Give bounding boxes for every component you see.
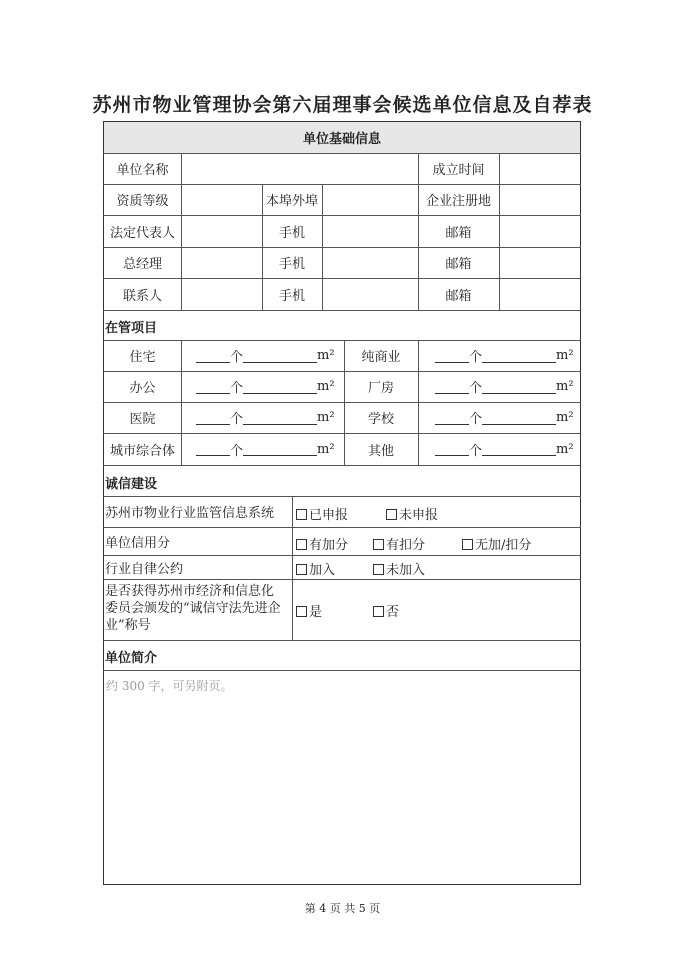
project-area-field[interactable]: 个 m² [196,340,335,371]
intro-textarea-placeholder[interactable]: 约 300 字，可另附页。 [106,679,233,693]
credit-section-header: 诚信建设 [105,477,158,492]
document-title: 苏州市物业管理协会第六届理事会候选单位信息及自荐表 [92,94,593,116]
project-area-field[interactable]: 个 m² [196,402,335,433]
contact-email-label: 邮箱 [445,288,472,304]
checkbox-icon [296,606,307,617]
system-option-not-reported[interactable]: 未申报 [386,504,438,523]
legal-rep-email-label: 邮箱 [445,225,472,241]
score-option-deduction[interactable]: 有扣分 [373,534,425,553]
project-area-field[interactable]: 个 m² [196,433,335,465]
project-type-label: 城市综合体 [109,443,175,459]
project-area-field[interactable]: 个 m² [435,371,574,402]
system-option-reported[interactable]: 已申报 [296,504,348,523]
basic-info-header: 单位基础信息 [302,132,381,147]
project-area-field[interactable]: 个 m² [435,402,574,433]
checkbox-icon [462,539,473,550]
intro-section-header: 单位简介 [105,651,158,666]
credit-score-label: 单位信用分 [105,535,171,551]
honor-option-no[interactable]: 否 [373,601,399,620]
registration-place-label: 企业注册地 [425,194,491,209]
project-type-label: 住宅 [129,350,156,365]
project-area-field[interactable]: 个 m² [196,371,335,402]
honor-question-label: 是否获得苏州市经济和信息化 委员会颁发的“诚信守法先进企 业”称号 [105,584,281,633]
contact-label: 联系人 [122,288,162,304]
honor-option-yes[interactable]: 是 [296,601,322,620]
gm-mobile-label: 手机 [278,257,305,272]
unit-name-label: 单位名称 [116,163,169,178]
general-manager-label: 总经理 [122,257,162,272]
checkbox-icon [386,509,397,520]
project-type-label: 学校 [367,412,394,427]
convention-option-not-join[interactable]: 未加入 [373,559,425,578]
checkbox-icon [373,606,384,617]
convention-option-join[interactable]: 加入 [296,559,335,578]
project-type-label: 医院 [129,412,156,427]
checkbox-icon [296,509,307,520]
gm-email-label: 邮箱 [445,257,472,272]
checkbox-icon [373,564,384,575]
project-area-field[interactable]: 个 m² [435,340,574,371]
qualification-label: 资质等级 [116,194,169,209]
legal-rep-mobile-label: 手机 [278,225,305,241]
local-remote-label: 本埠外埠 [265,194,318,209]
contact-mobile-label: 手机 [278,288,305,304]
established-label: 成立时间 [432,163,485,178]
project-type-label: 纯商业 [361,350,401,365]
checkbox-icon [373,539,384,550]
project-type-label: 厂房 [367,381,394,396]
projects-section-header: 在管项目 [105,321,158,336]
project-area-field[interactable]: 个 m² [435,433,574,465]
checkbox-icon [296,564,307,575]
page-number: 第 4 页 共 5 页 [304,902,381,915]
legal-rep-label: 法定代表人 [109,225,175,241]
project-type-label: 其他 [367,443,394,459]
self-discipline-label: 行业自律公约 [105,561,184,577]
checkbox-icon [296,539,307,550]
score-option-none[interactable]: 无加/扣分 [462,534,531,553]
supervision-system-label: 苏州市物业行业监管信息系统 [105,506,275,521]
project-type-label: 办公 [129,381,156,396]
score-option-bonus[interactable]: 有加分 [296,534,348,553]
